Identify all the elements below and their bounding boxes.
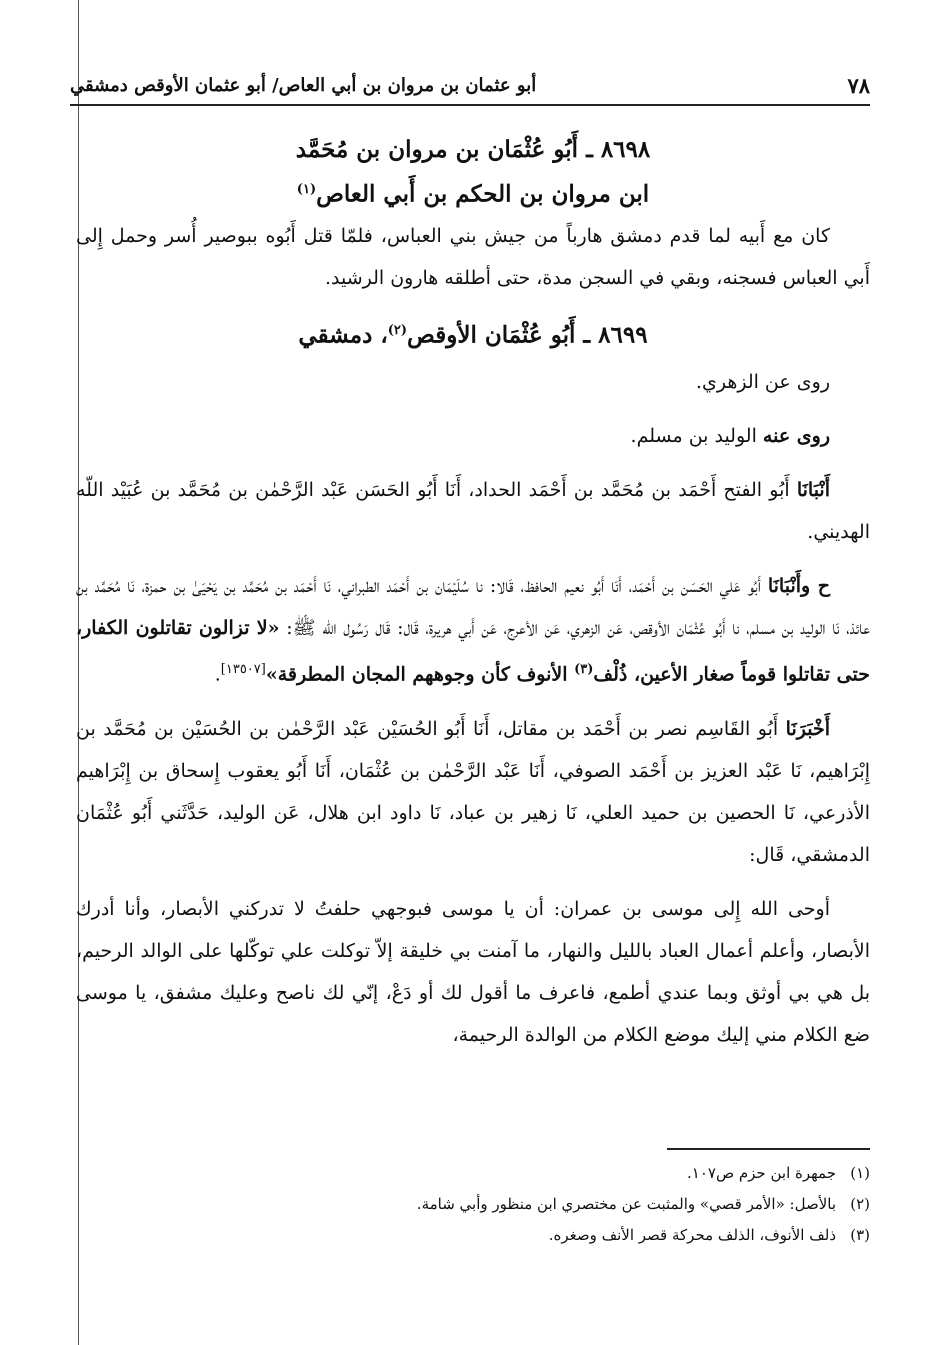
footnote-text: ذلف الأنوف، الذلف محركة قصر الأنف وصغره.	[548, 1226, 836, 1244]
narrated-from: روى عن الزهري.	[695, 371, 830, 394]
isnad-2-label: ح وأَنْبَانَا	[767, 575, 830, 598]
isnad-2	[76, 565, 870, 695]
running-title: أبو عثمان بن مروان بن أبي العاص/ أبو عثمان الأوقص دمشقي	[70, 74, 537, 96]
footnote-ref-2: (٢)	[387, 322, 408, 338]
isnad-1-label: أَنْبَانَا	[796, 479, 830, 502]
hadith-text: «لا تزالون تقاتلون الكفار، حتى تقاتلوا قوماً صغار الأعين، ذُلْف	[76, 617, 870, 686]
narrated-by-text: الوليد بن مسلم.	[630, 425, 763, 448]
revelation-text: أوحى الله إِلى موسى بن عمران: أن يا موسى فبوجهي حلفتُ لا تدركني الأبصار، وأنا أدرك الأبصار، وأعلم أعمال العباد بالليل والنهار، ما آمنت بي خليقة إلاّ توكلت علي توكّلها على الوالد الرحيم، بل هي بي أوثق وبما عندي أطمع، فاعرف ما أقول لك أو دَعْ، إنّي لك ناصح وعليك مشفق، يا موسى ضع الكلام مني إليك موضع الكلام من الوالدة الرحيمة،	[76, 897, 870, 1046]
narrated-by-label: روى عنه	[762, 425, 830, 448]
footnote-rule	[667, 1148, 870, 1150]
footnote-number: (٢)	[850, 1195, 870, 1213]
entry-8698-text: كان مع أَبيه لما قدم دمشق هارباً من جيش بني العباس، فلمّا قتل أَبُوه ببوصير أُسر وحمل إِلى أَبي العباس فسجنه، وبقي في السجن مدة، حتى أطلقه هارون الرشيد.	[76, 224, 870, 289]
isnad-2-text: أَبُو عَلي الحَسَن بن أَحْمَد، أَنَا أَبُو نعيم الحافظ، قَالا: نا سُلَيْمَان بن أَحْمَد الطبراني، نَا أَحْمَد بن مُحَمَّد بن يَحْيَىٰ بن حمزة، نَا مُحَمَّد بن عائذ، نَا الوليد بن مسلم، نا أَبُو عُثْمَان الأوقص، عَن الزهري، عَن الأعرج، عَن أَبي هريرة، قَال: قَال رَسُول الله ﷺ:	[76, 575, 871, 640]
footnote-item	[200, 1189, 870, 1220]
footnote-text: بالأصل: «الأمر قصي» والمثبت عن مختصري ابن منظور وأبي شامة.	[416, 1195, 836, 1213]
isnad-3-text: أَبُو القَاسِم نصر بن أَحْمَد بن مقاتل، أَنَا أَبُو الحُسَيْن عَبْد الرَّحْمٰن بن الحُسَيْن بن مُحَمَّد بن إِبْرَاهيم، نَا عَبْد العزيز بن أَحْمَد الصوفي، أَنَا عَبْد الرَّحْمٰن بن عُثْمَان، أَنَا أَبُو يعقوب إِسحاق بن إِبْرَاهيم الأذرعي، نَا الحصين بن حميد العلي، نَا زهير بن عباد، نَا داود ابن هلال، عَن الوليد، حَدَّثَني أَبُو عُثْمَان الدمشقي، قَال:	[76, 717, 870, 866]
heading-name: ٨٦٩٩ ـ أَبُو عُثْمَان الأوقص	[407, 321, 648, 349]
footnote-item	[200, 1220, 870, 1251]
footnote-ref-3: (٣)	[574, 662, 594, 678]
footnote-ref-1: (١)	[296, 182, 317, 197]
isnad-3	[76, 708, 870, 876]
narrated-by	[76, 415, 870, 457]
footnote-number: (٣)	[850, 1226, 870, 1244]
entry-heading-8698	[76, 130, 870, 215]
footnote-item	[200, 1158, 870, 1189]
isnad-1	[76, 469, 870, 553]
footnotes	[200, 1158, 870, 1251]
page-header	[70, 68, 870, 102]
hadith-number: [١٣٥٠٧]	[220, 662, 266, 678]
footnote-text: جمهرة ابن حزم ص١٠٧.	[687, 1164, 836, 1182]
hadith-text-2: الأنوف كأن وجوههم المجان المطرقة»	[265, 663, 575, 686]
heading-line-1: ٨٦٩٨ ـ أَبُو عُثْمَان بن مروان بن مُحَمَّد	[295, 136, 651, 163]
isnad-1-text: أَبُو الفتح أَحْمَد بن مُحَمَّد بن أَحْمَد الحداد، أَنَا أَبُو الحَسَن عَبْد الرَّحْمٰن بن مُحَمَّد بن عُبَيْد اللّه الهديني.	[76, 479, 870, 544]
heading-line-2: ابن مروان بن الحكم بن أَبي العاص	[316, 180, 650, 208]
page-body	[76, 130, 870, 1056]
isnad-3-label: أَخْبَرَنَا	[785, 717, 830, 740]
header-rule	[70, 104, 870, 106]
footnote-number: (١)	[850, 1164, 870, 1182]
heading-tail: ، دمشقي	[298, 321, 388, 349]
entry-heading-8699	[76, 311, 870, 356]
page-number: ٧٨	[847, 72, 870, 98]
hadith-end: .	[214, 663, 221, 686]
